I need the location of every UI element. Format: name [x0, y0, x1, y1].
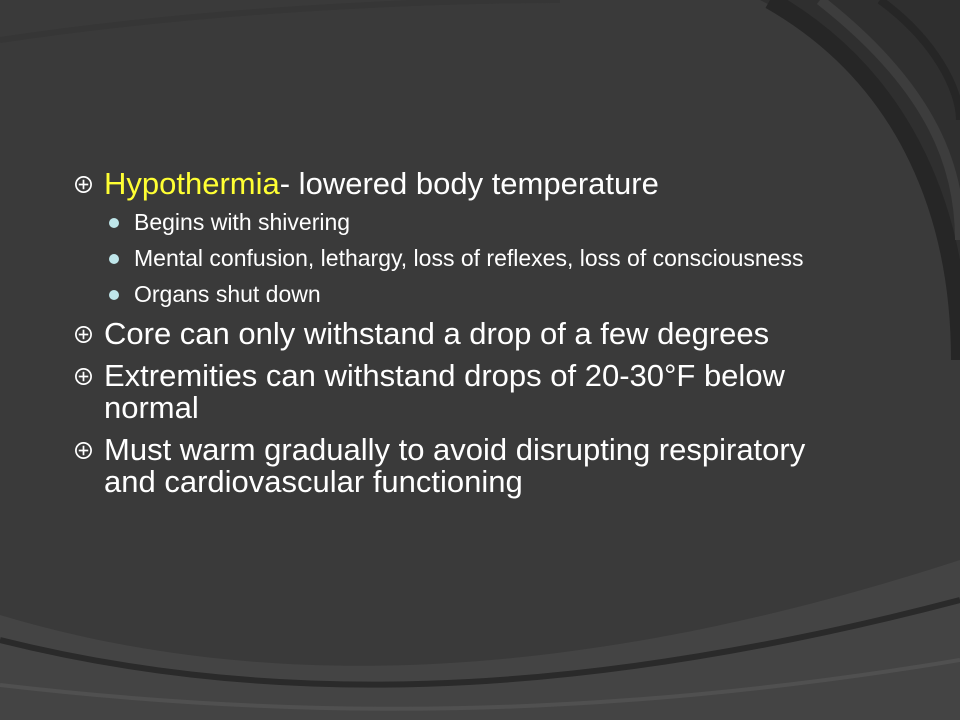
sub-bullet-confusion	[72, 246, 832, 271]
sub-bullet-organs	[72, 282, 832, 307]
bullet-text: Extremities can withstand drops of 20-30°F below normal	[104, 358, 785, 425]
bullet-text: Core can only withstand a drop of a few degrees	[104, 316, 770, 351]
bullet-hypothermia	[72, 168, 832, 200]
sub-bullet-text: Begins with shivering	[134, 209, 351, 235]
bullet-core	[72, 318, 832, 350]
sub-bullet-text: Mental confusion, lethargy, loss of reflexes, loss of consciousness	[134, 245, 804, 271]
bullet-extremities	[72, 360, 832, 424]
circle-plus-bullet-icon	[74, 175, 93, 194]
bullet-warm-gradually	[72, 434, 832, 498]
hypothermia-sub-list	[72, 210, 832, 307]
circle-plus-bullet-icon	[74, 441, 93, 460]
sub-bullet-shivering	[72, 210, 832, 235]
bullet-text: Must warm gradually to avoid disrupting respiratory and cardiovascular functioning	[104, 432, 806, 499]
circle-plus-bullet-icon	[74, 325, 93, 344]
circle-plus-bullet-icon	[74, 367, 93, 386]
round-bullet-icon	[109, 290, 119, 300]
sub-bullet-text: Organs shut down	[134, 281, 321, 307]
hypothermia-term: Hypothermia	[104, 166, 280, 201]
slide-content	[72, 168, 832, 508]
round-bullet-icon	[109, 254, 119, 264]
hypothermia-definition: - lowered body temperature	[279, 166, 659, 201]
round-bullet-icon	[109, 218, 119, 228]
